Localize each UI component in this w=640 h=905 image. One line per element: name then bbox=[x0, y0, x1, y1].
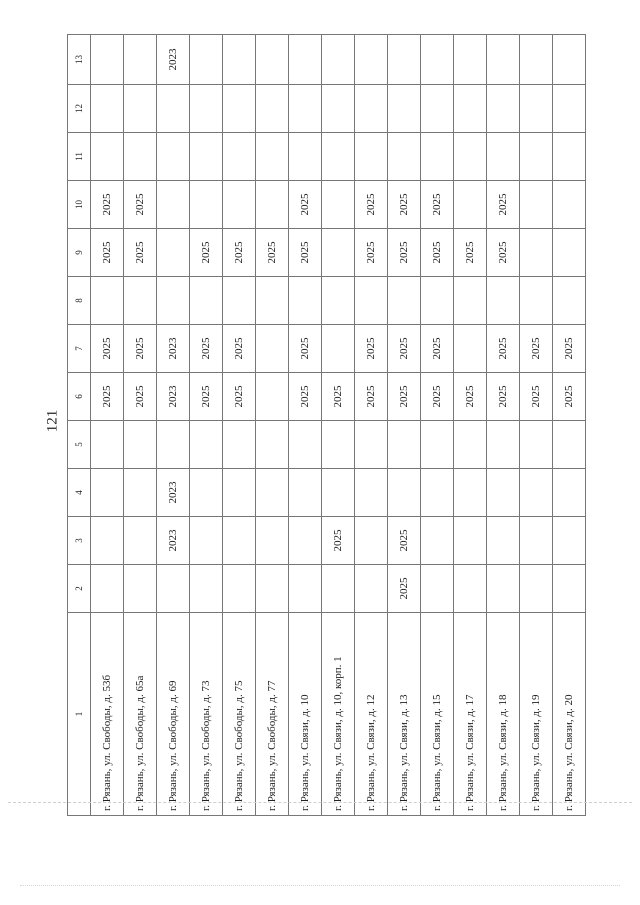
year-cell bbox=[190, 35, 223, 85]
address-cell: г. Рязань, ул. Связи, д. 15 bbox=[421, 613, 454, 816]
year-cell: 2023 bbox=[157, 517, 190, 565]
year-cell bbox=[256, 421, 289, 469]
year-cell bbox=[223, 133, 256, 181]
table-row bbox=[157, 35, 190, 816]
year-cell: 2025 bbox=[421, 325, 454, 373]
year-cell bbox=[355, 277, 388, 325]
year-cell: 2025 bbox=[190, 325, 223, 373]
year-cell bbox=[355, 35, 388, 85]
year-cell bbox=[157, 229, 190, 277]
year-cell bbox=[91, 85, 124, 133]
year-cell bbox=[553, 517, 586, 565]
year-cell bbox=[289, 469, 322, 517]
year-cell bbox=[520, 133, 553, 181]
address-cell: г. Рязань, ул. Связи, д. 12 bbox=[355, 613, 388, 816]
year-cell: 2025 bbox=[124, 325, 157, 373]
year-cell: 2025 bbox=[388, 325, 421, 373]
year-cell bbox=[553, 35, 586, 85]
year-cell bbox=[553, 421, 586, 469]
year-cell: 2025 bbox=[421, 229, 454, 277]
year-cell bbox=[421, 85, 454, 133]
year-cell: 2025 bbox=[256, 229, 289, 277]
column-header-9: 9 bbox=[68, 229, 91, 277]
column-header-4: 4 bbox=[68, 469, 91, 517]
table-row bbox=[454, 35, 487, 816]
year-cell bbox=[454, 325, 487, 373]
table-row bbox=[322, 35, 355, 816]
year-cell bbox=[91, 277, 124, 325]
year-cell bbox=[91, 565, 124, 613]
table-row bbox=[553, 35, 586, 816]
year-cell: 2025 bbox=[421, 373, 454, 421]
year-cell: 2025 bbox=[289, 373, 322, 421]
address-cell: г. Рязань, ул. Связи, д. 10 bbox=[289, 613, 322, 816]
year-cell bbox=[190, 277, 223, 325]
header-row bbox=[68, 35, 91, 816]
year-cell bbox=[223, 181, 256, 229]
year-cell bbox=[454, 565, 487, 613]
year-cell bbox=[421, 517, 454, 565]
address-cell: г. Рязань, ул. Свободы, д. 69 bbox=[157, 613, 190, 816]
year-cell bbox=[91, 421, 124, 469]
year-cell bbox=[421, 277, 454, 325]
year-cell bbox=[520, 421, 553, 469]
address-cell: г. Рязань, ул. Связи, д. 13 bbox=[388, 613, 421, 816]
year-cell bbox=[553, 277, 586, 325]
year-cell: 2025 bbox=[355, 181, 388, 229]
year-cell bbox=[124, 133, 157, 181]
year-cell bbox=[322, 35, 355, 85]
address-cell: г. Рязань, ул. Связи, д. 19 bbox=[520, 613, 553, 816]
column-header-12: 12 bbox=[68, 85, 91, 133]
column-header-7: 7 bbox=[68, 325, 91, 373]
rotated-table-wrapper bbox=[67, 35, 578, 816]
year-cell bbox=[124, 469, 157, 517]
table-row bbox=[388, 35, 421, 816]
address-cell: г. Рязань, ул. Свободы, д. 75 bbox=[223, 613, 256, 816]
year-cell bbox=[124, 85, 157, 133]
year-cell bbox=[487, 565, 520, 613]
year-cell: 2025 bbox=[91, 229, 124, 277]
year-cell bbox=[553, 565, 586, 613]
year-cell: 2025 bbox=[322, 373, 355, 421]
year-cell bbox=[487, 133, 520, 181]
year-cell bbox=[190, 421, 223, 469]
year-cell bbox=[190, 469, 223, 517]
year-cell: 2025 bbox=[421, 181, 454, 229]
year-cell bbox=[355, 421, 388, 469]
year-cell bbox=[256, 181, 289, 229]
year-cell bbox=[520, 35, 553, 85]
year-cell bbox=[289, 277, 322, 325]
year-cell bbox=[157, 85, 190, 133]
table-row bbox=[520, 35, 553, 816]
table-row bbox=[289, 35, 322, 816]
year-cell: 2025 bbox=[91, 325, 124, 373]
year-cell bbox=[289, 421, 322, 469]
year-cell bbox=[289, 133, 322, 181]
schedule-table bbox=[67, 34, 586, 816]
year-cell bbox=[124, 277, 157, 325]
year-cell bbox=[355, 133, 388, 181]
year-cell bbox=[355, 565, 388, 613]
address-cell: г. Рязань, ул. Связи, д. 10, корп. 1 bbox=[322, 613, 355, 816]
year-cell: 2025 bbox=[388, 565, 421, 613]
scan-artifact-line-bottom bbox=[20, 885, 620, 886]
year-cell bbox=[91, 35, 124, 85]
year-cell bbox=[520, 85, 553, 133]
column-header-10: 10 bbox=[68, 181, 91, 229]
year-cell bbox=[190, 181, 223, 229]
year-cell bbox=[454, 277, 487, 325]
table-row bbox=[355, 35, 388, 816]
year-cell bbox=[487, 277, 520, 325]
table-header bbox=[68, 35, 91, 816]
year-cell bbox=[322, 421, 355, 469]
year-cell: 2023 bbox=[157, 469, 190, 517]
year-cell bbox=[256, 85, 289, 133]
year-cell: 2025 bbox=[223, 229, 256, 277]
year-cell: 2025 bbox=[289, 229, 322, 277]
column-header-11: 11 bbox=[68, 133, 91, 181]
year-cell bbox=[256, 35, 289, 85]
year-cell bbox=[124, 517, 157, 565]
table-row bbox=[223, 35, 256, 816]
year-cell bbox=[223, 469, 256, 517]
year-cell: 2025 bbox=[223, 373, 256, 421]
year-cell bbox=[157, 277, 190, 325]
year-cell bbox=[322, 325, 355, 373]
year-cell: 2025 bbox=[355, 325, 388, 373]
year-cell bbox=[157, 565, 190, 613]
year-cell: 2025 bbox=[487, 181, 520, 229]
year-cell: 2025 bbox=[190, 373, 223, 421]
year-cell bbox=[124, 421, 157, 469]
year-cell bbox=[388, 421, 421, 469]
year-cell bbox=[289, 517, 322, 565]
year-cell bbox=[421, 469, 454, 517]
year-cell bbox=[289, 35, 322, 85]
year-cell bbox=[553, 181, 586, 229]
year-cell bbox=[487, 517, 520, 565]
year-cell: 2025 bbox=[355, 229, 388, 277]
year-cell bbox=[91, 517, 124, 565]
column-header-3: 3 bbox=[68, 517, 91, 565]
year-cell: 2025 bbox=[355, 373, 388, 421]
year-cell bbox=[322, 133, 355, 181]
table-row bbox=[421, 35, 454, 816]
year-cell bbox=[256, 517, 289, 565]
year-cell bbox=[289, 85, 322, 133]
year-cell bbox=[454, 85, 487, 133]
year-cell bbox=[91, 469, 124, 517]
year-cell bbox=[520, 565, 553, 613]
column-header-13: 13 bbox=[68, 35, 91, 85]
year-cell bbox=[256, 469, 289, 517]
year-cell bbox=[454, 133, 487, 181]
table-row bbox=[91, 35, 124, 816]
year-cell: 2023 bbox=[157, 325, 190, 373]
year-cell: 2023 bbox=[157, 373, 190, 421]
year-cell bbox=[487, 421, 520, 469]
year-cell bbox=[520, 181, 553, 229]
year-cell bbox=[388, 85, 421, 133]
column-header-2: 2 bbox=[68, 565, 91, 613]
address-cell: г. Рязань, ул. Связи, д. 18 bbox=[487, 613, 520, 816]
address-cell: г. Рязань, ул. Свободы, д. 65а bbox=[124, 613, 157, 816]
year-cell bbox=[520, 469, 553, 517]
year-cell bbox=[421, 565, 454, 613]
year-cell bbox=[223, 565, 256, 613]
year-cell bbox=[355, 469, 388, 517]
year-cell bbox=[388, 133, 421, 181]
column-header-5: 5 bbox=[68, 421, 91, 469]
year-cell bbox=[124, 35, 157, 85]
year-cell bbox=[487, 85, 520, 133]
year-cell: 2025 bbox=[487, 229, 520, 277]
year-cell bbox=[454, 517, 487, 565]
year-cell: 2025 bbox=[388, 229, 421, 277]
year-cell bbox=[355, 517, 388, 565]
year-cell bbox=[157, 133, 190, 181]
year-cell bbox=[487, 35, 520, 85]
year-cell: 2025 bbox=[223, 325, 256, 373]
year-cell bbox=[190, 133, 223, 181]
year-cell: 2025 bbox=[91, 373, 124, 421]
scan-artifact-line bbox=[8, 802, 632, 803]
year-cell bbox=[190, 85, 223, 133]
year-cell bbox=[520, 277, 553, 325]
year-cell: 2025 bbox=[487, 373, 520, 421]
year-cell bbox=[256, 133, 289, 181]
year-cell: 2025 bbox=[454, 373, 487, 421]
year-cell: 2025 bbox=[322, 517, 355, 565]
year-cell: 2025 bbox=[487, 325, 520, 373]
year-cell: 2025 bbox=[289, 325, 322, 373]
year-cell bbox=[454, 181, 487, 229]
year-cell bbox=[256, 325, 289, 373]
table-row bbox=[256, 35, 289, 816]
year-cell bbox=[388, 35, 421, 85]
address-cell: г. Рязань, ул. Свободы, д. 77 bbox=[256, 613, 289, 816]
address-cell: г. Рязань, ул. Связи, д. 20 bbox=[553, 613, 586, 816]
year-cell: 2025 bbox=[190, 229, 223, 277]
column-header-6: 6 bbox=[68, 373, 91, 421]
year-cell: 2025 bbox=[553, 325, 586, 373]
year-cell bbox=[322, 229, 355, 277]
table-row bbox=[190, 35, 223, 816]
year-cell bbox=[454, 469, 487, 517]
table-row bbox=[124, 35, 157, 816]
year-cell bbox=[223, 517, 256, 565]
year-cell bbox=[322, 85, 355, 133]
year-cell bbox=[553, 469, 586, 517]
year-cell bbox=[223, 35, 256, 85]
year-cell bbox=[421, 133, 454, 181]
year-cell bbox=[520, 517, 553, 565]
year-cell bbox=[322, 565, 355, 613]
year-cell: 2025 bbox=[124, 181, 157, 229]
year-cell bbox=[91, 133, 124, 181]
year-cell bbox=[355, 85, 388, 133]
year-cell bbox=[553, 133, 586, 181]
year-cell bbox=[421, 421, 454, 469]
year-cell bbox=[388, 469, 421, 517]
column-header-1: 1 bbox=[68, 613, 91, 816]
year-cell: 2025 bbox=[388, 373, 421, 421]
year-cell bbox=[553, 85, 586, 133]
year-cell: 2025 bbox=[520, 373, 553, 421]
year-cell bbox=[223, 421, 256, 469]
year-cell bbox=[256, 277, 289, 325]
year-cell bbox=[553, 229, 586, 277]
address-cell: г. Рязань, ул. Свободы, д. 73 bbox=[190, 613, 223, 816]
year-cell: 2025 bbox=[289, 181, 322, 229]
year-cell: 2025 bbox=[124, 229, 157, 277]
year-cell bbox=[157, 181, 190, 229]
year-cell bbox=[322, 277, 355, 325]
year-cell bbox=[190, 517, 223, 565]
year-cell: 2025 bbox=[91, 181, 124, 229]
year-cell bbox=[223, 277, 256, 325]
year-cell bbox=[520, 229, 553, 277]
page-number-text: 121 bbox=[44, 409, 61, 433]
column-header-8: 8 bbox=[68, 277, 91, 325]
year-cell: 2025 bbox=[553, 373, 586, 421]
year-cell bbox=[388, 277, 421, 325]
year-cell bbox=[421, 35, 454, 85]
year-cell bbox=[190, 565, 223, 613]
address-cell: г. Рязань, ул. Свободы, д. 53б bbox=[91, 613, 124, 816]
year-cell bbox=[223, 85, 256, 133]
year-cell: 2025 bbox=[388, 517, 421, 565]
year-cell bbox=[256, 565, 289, 613]
year-cell: 2023 bbox=[157, 35, 190, 85]
table-body bbox=[91, 35, 586, 816]
year-cell bbox=[256, 373, 289, 421]
page-number bbox=[46, 406, 60, 436]
year-cell bbox=[487, 469, 520, 517]
year-cell bbox=[454, 421, 487, 469]
year-cell: 2025 bbox=[454, 229, 487, 277]
year-cell: 2025 bbox=[124, 373, 157, 421]
year-cell: 2025 bbox=[520, 325, 553, 373]
year-cell bbox=[157, 421, 190, 469]
year-cell bbox=[322, 181, 355, 229]
table-row bbox=[487, 35, 520, 816]
year-cell bbox=[454, 35, 487, 85]
year-cell: 2025 bbox=[388, 181, 421, 229]
year-cell bbox=[289, 565, 322, 613]
address-cell: г. Рязань, ул. Связи, д. 17 bbox=[454, 613, 487, 816]
year-cell bbox=[322, 469, 355, 517]
year-cell bbox=[124, 565, 157, 613]
